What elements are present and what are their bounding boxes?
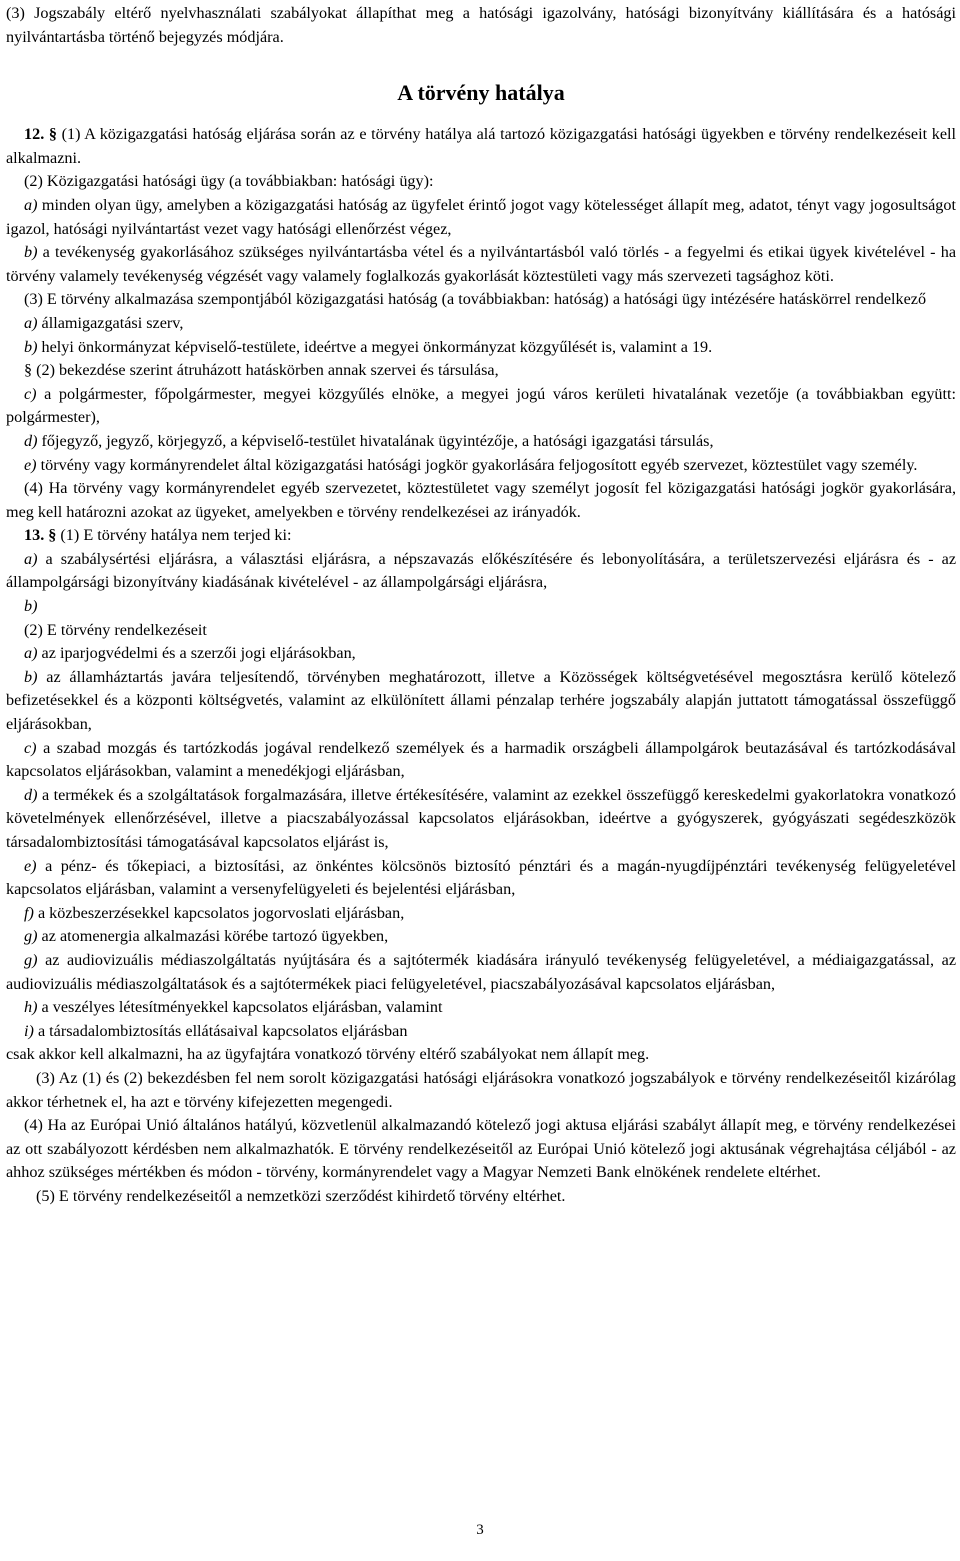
s13-p2-item-i [6, 1020, 956, 1044]
s12-p3-text: (3) E törvény alkalmazása szempontjából közigazgatási hatóság (a továbbiakban: hatóság) a hatósági ügy intézésére hatáskörrel rendelkező [24, 290, 927, 309]
s12-p3-item-b [6, 336, 956, 360]
s13-paragraph-5 [6, 1185, 956, 1209]
s13-p2-item-c [6, 737, 956, 784]
item-mark: d) [24, 431, 38, 450]
item-text: a szabálysértési eljárásra, a választási eljárásra, a népszavazás előkészítésére és lebonyolítására, a területszervezési eljárásra és - az állampolgársági bizonyítvány kiadásának kivételével - az állampolgársági eljárásra, [6, 549, 957, 592]
item-text: a közbeszerzésekkel kapcsolatos jogorvoslati eljárásban, [37, 903, 405, 922]
item-mark: b) [24, 337, 38, 356]
item-text: az atomenergia alkalmazási körébe tartozó ügyekben, [41, 927, 389, 946]
paragraph-text: (5) E törvény rendelkezéseitől a nemzetközi szerződést kihirdető törvény eltérhet. [36, 1186, 566, 1205]
item-text: helyi önkormányzat képviselő-testülete, ideértve a megyei önkormányzat közgyűlését is, valamint a 19. [41, 337, 713, 356]
s12-p3-item-b-continued [6, 359, 956, 383]
item-mark: a) [24, 313, 38, 332]
section-sign: § [24, 361, 33, 380]
paragraph-intro-3 [6, 2, 956, 49]
s12-p3-item-a [6, 312, 956, 336]
s13-p2-item-g [6, 925, 956, 949]
page-number: 3 [476, 1522, 484, 1538]
s12-p2-item-b [6, 241, 956, 288]
item-text: a termékek és a szolgáltatások forgalmazására, illetve értékesítésére, valamint az ezekkel összefüggő kereskedelmi gyakorlatokra vonatkozó követelmények ellenőrzésével, illetve a piacszabályozással kapcsolatos eljárásokban, ideértve a gyógyszerek, gyógyászati segédeszközök társadalombiztosítási támogatásával kapcsolatos eljárást is, [6, 785, 957, 851]
s13-number: 13. [24, 526, 45, 545]
s13-p2-item-d [6, 784, 956, 855]
s13-p2-item-e [6, 855, 956, 902]
s12-number: 12. [24, 125, 45, 144]
s12-paragraph-2 [6, 170, 956, 194]
item-text: a polgármester, főpolgármester, megyei közgyűlés elnöke, a megyei jogú város kerületi hivatalának vezetője (a továbbiakban együtt: polgármester), [6, 384, 957, 427]
item-text: az iparjogvédelmi és a szerzői jogi eljárásokban, [41, 644, 356, 663]
s13-p2-item-b [6, 666, 956, 737]
section-sign: § [48, 526, 57, 545]
section-sign: § [48, 125, 57, 144]
item-mark: c) [24, 738, 37, 757]
item-text: az államháztartás javára teljesítendő, törvényben meghatározott, illetve a Közösségek költségvetésével megosztásra kerülő kötelező befizetésekkel és a központi költségvetés, valamint az elkülönített állami pénzalap terhére jogszabály alapján juttatott támogatással összefüggő eljárásokban, [6, 667, 957, 734]
item-text: főjegyző, jegyző, körjegyző, a képviselő-testület hivatalának ügyintézője, a hatósági igazgatási társulás, [41, 431, 714, 450]
item-mark: a) [24, 195, 38, 214]
item-text: (2) bekezdése szerint átruházott hatáskörben annak szervei és társulása, [36, 361, 499, 380]
s13-p1-text: (1) E törvény hatálya nem terjed ki: [60, 526, 292, 545]
item-mark: b) [24, 667, 38, 686]
s13-p2-closing [6, 1043, 956, 1067]
item-text: minden olyan ügy, amelyben a közigazgatási hatóság az ügyfelet érintő jogot vagy kötelességet állapít meg, adatot, tényt vagy jogosultságot igazol, hatósági nyilvántartást vezet vagy hatósági ellenőrzést végez, [6, 195, 956, 238]
s13-paragraph-3 [6, 1067, 956, 1114]
s12-p1-text: (1) A közigazgatási hatóság eljárása során az e törvény hatálya alá tartozó közigazgatási hatósági ügyekben e törvény rendelkezéseit kell alkalmazni. [6, 125, 957, 167]
item-text: a veszélyes létesítményekkel kapcsolatos eljárásban, valamint [41, 998, 443, 1017]
s13-p1-item-b [6, 595, 956, 619]
item-text: törvény vagy kormányrendelet által közigazgatási hatósági jogkör gyakorlására feljogosított egyéb szervezet, köztestület vagy személy. [40, 455, 918, 474]
s12-p4-text: (4) Ha törvény vagy kormányrendelet egyéb szervezetet, köztestületet vagy személyt jogosít fel közigazgatási hatósági jogkör gyakorlására, meg kell határozni azokat az ügyeket, amelyekben e törvény rendelkezései az irányadók. [6, 479, 956, 521]
item-mark: d) [24, 785, 38, 804]
item-mark: a) [24, 644, 38, 663]
s13-paragraph-2 [6, 619, 956, 643]
item-mark: a) [24, 549, 38, 568]
item-mark: e) [24, 856, 37, 875]
page-content [6, 2, 956, 1209]
s13-paragraph-1 [6, 524, 956, 548]
item-mark: c) [24, 384, 37, 403]
item-text: a szabad mozgás és tartózkodás jogával rendelkező személyek és a harmadik országbeli állampolgárok beutazásával és tartózkodásával kapcsolatos eljárásokban, valamint a menedékjogi eljárásban, [6, 738, 957, 781]
s13-p2-item-g-second [6, 949, 956, 996]
item-mark: h) [24, 998, 38, 1017]
item-mark: b) [24, 597, 38, 616]
paragraph-text: (3) Jogszabály eltérő nyelvhasználati szabályokat állapíthat meg a hatósági igazolvány, hatósági bizonyítvány kiállítására és a hatósági nyilvántartásba történő bejegyzés módjára. [6, 4, 956, 46]
s12-p2-text: (2) Közigazgatási hatósági ügy (a továbbiakban: hatósági ügy): [24, 172, 434, 191]
s13-p2-text: (2) E törvény rendelkezéseit [24, 620, 207, 639]
item-mark: b) [24, 243, 38, 262]
s12-paragraph-3 [6, 288, 956, 312]
section-title: A törvény hatálya [397, 80, 565, 106]
item-mark: g) [24, 927, 38, 946]
s13-p2-item-h [6, 996, 956, 1020]
s12-p3-item-c [6, 383, 956, 430]
s12-p3-item-e [6, 454, 956, 478]
s13-p2-item-a [6, 642, 956, 666]
paragraph-text: (3) Az (1) és (2) bekezdésben fel nem sorolt közigazgatási hatósági eljárásokra vonatkozó jogszabályok e törvény rendelkezéseitől kizárólag akkor térhetnek el, ha azt e törvény kifejezetten megengedi. [6, 1068, 956, 1111]
paragraph-text: (4) Ha az Európai Unió általános hatályú, közvetlenül alkalmazandó kötelező jogi aktusa eljárási szabályt állapít meg, e törvény rendelkezései az ott szabályozott kérdésben nem alkalmazhatók. E törvény rendelkezéseitől az Európai Unió kötelező jogi aktusának végrehajtása céljából - az ahhoz szükséges mértékben és módon - törvény, kormányrendelet vagy a Magyar Nemzeti Bank elnökének rendelete eltérhet. [6, 1116, 956, 1182]
item-text: a társadalombiztosítás ellátásaival kapcsolatos eljárásban [37, 1021, 408, 1040]
item-text: a tevékenység gyakorlásához szükséges nyilvántartásba vétel és a nyilvántartásból való törlés - a fegyelmi és etikai ügyek kivételével - ha törvény valamely tevékenység végzését vagy valamely foglalkozás gyakorlását köztestületi vagy más szervezeti tagsághoz köti. [6, 243, 957, 285]
s13-p1-item-a [6, 548, 956, 595]
item-mark: i) [24, 1021, 34, 1040]
s13-paragraph-4 [6, 1114, 956, 1185]
item-mark: f) [24, 903, 34, 922]
s12-paragraph-4 [6, 477, 956, 524]
s12-paragraph-1 [6, 123, 956, 170]
paragraph-text: csak akkor kell alkalmazni, ha az ügyfajtára vonatkozó törvény eltérő szabályokat nem állapít meg. [6, 1045, 650, 1064]
s12-p2-item-a [6, 194, 956, 241]
item-mark: e) [24, 455, 37, 474]
s13-p2-item-f [6, 902, 956, 926]
s12-p3-item-d [6, 430, 956, 454]
item-text: az audiovizuális médiaszolgáltatás nyújtására és a sajtótermék kiadására irányuló tevékenység felügyeletével, a médiaigazgatással, az audiovizuális médiaszolgáltatások és a sajtótermékek piaci felügyeletével, piacszabályozásával kapcsolatos eljárásban, [6, 950, 957, 993]
item-mark: g) [24, 950, 38, 969]
item-text: a pénz- és tőkepiaci, a biztosítási, az önkéntes kölcsönös biztosító pénztári és a magán-nyugdíjpénztári tevékenység felügyeletével kapcsolatos eljárásban, valamint a versenyfelügyeleti és bejelentési eljárásban, [6, 856, 957, 899]
item-text: államigazgatási szerv, [41, 313, 184, 332]
